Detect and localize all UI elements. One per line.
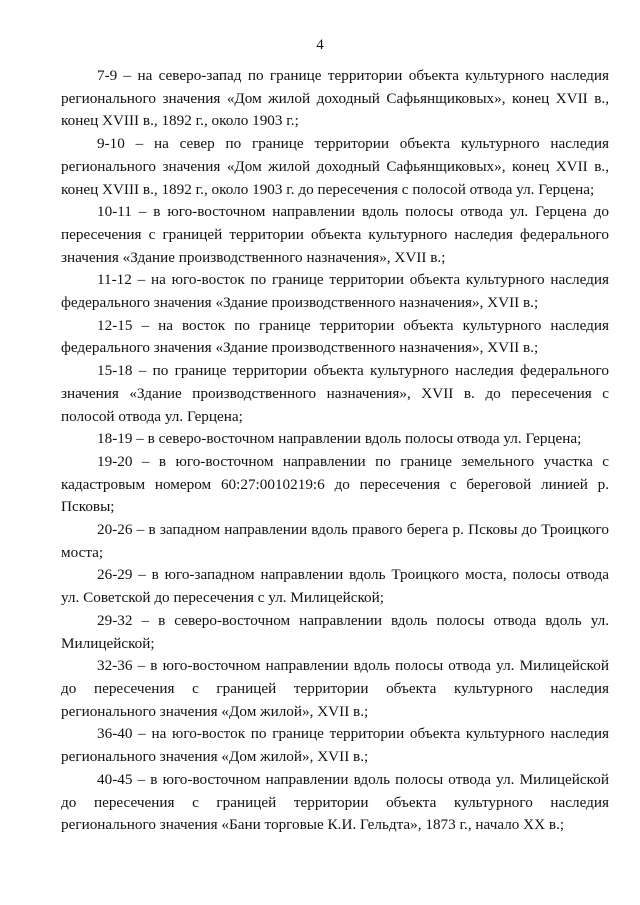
boundary-segment-9-10: 9-10 – на север по границе территории объекта культурного наследия регионального значения «Дом жилой доходный Сафьянщиковых», конец XVII в., конец XVIII в., 1892 г., около 1903 г. до пересечения с полосой отвода ул. Герцена; [61, 135, 609, 198]
page-number: 4 [316, 37, 324, 53]
boundary-segment-15-18: 15-18 – по границе территории объекта культурного наследия федерального значения «Здание производственного назначения», XVII в. до пересечения с полосой отвода ул. Герцена; [61, 362, 609, 425]
boundary-segment-20-26: 20-26 – в западном направлении вдоль правого берега р. Псковы до Троицкого моста; [61, 521, 609, 561]
boundary-segment-11-12: 11-12 – на юго-восток по границе территории объекта культурного наследия федерального значения «Здание производственного назначения», XVII в.; [61, 271, 609, 312]
boundary-segment-26-29: 26-29 – в юго-западном направлении вдоль Троицкого моста, полосы отвода ул. Советской до пересечения с ул. Милицейской; [61, 566, 609, 607]
boundary-segment-18-19: 18-19 – в северо-восточном направлении вдоль полосы отвода ул. Герцена; [97, 430, 582, 448]
boundary-segment-32-36: 32-36 – в юго-восточном направлении вдоль полосы отвода ул. Милицейской до пересечения с границей территории объекта культурного наследия регионального значения «Дом жилой», XVII в.; [61, 657, 609, 720]
boundary-segment-7-9: 7-9 – на северо-запад по границе территории объекта культурного наследия регионального значения «Дом жилой доходный Сафьянщиковых», конец XVII в., конец XVIII в., 1892 г., около 1903 г.; [61, 67, 609, 130]
boundary-segment-12-15: 12-15 – на восток по границе территории объекта культурного наследия федерального значения «Здание производственного назначения», XVII в.; [61, 316, 609, 357]
boundary-segment-40-45: 40-45 – в юго-восточном направлении вдоль полосы отвода ул. Милицейской до пересечения с границей территории объекта культурного наследия регионального значения «Бани торговые К.И. Гельдта», 1873 г., начало XX в.; [61, 770, 609, 834]
boundary-segment-10-11: 10-11 – в юго-восточном направлении вдоль полосы отвода ул. Герцена до пересечения с границей территории объекта культурного наследия федерального значения «Здание производственного назначения», XVII в.; [61, 203, 609, 266]
document-body [61, 65, 609, 837]
boundary-segment-36-40: 36-40 – на юго-восток по границе территории объекта культурного наследия регионального значения «Дом жилой», XVII в.; [61, 725, 609, 766]
boundary-segment-29-32: 29-32 – в северо-восточном направлении вдоль полосы отвода вдоль ул. Милицейской; [61, 611, 609, 652]
boundary-segment-19-20: 19-20 – в юго-восточном направлении по границе земельного участка с кадастровым номером 60:27:0010219:6 до пересечения с береговой линией р. Псковы; [61, 452, 609, 516]
